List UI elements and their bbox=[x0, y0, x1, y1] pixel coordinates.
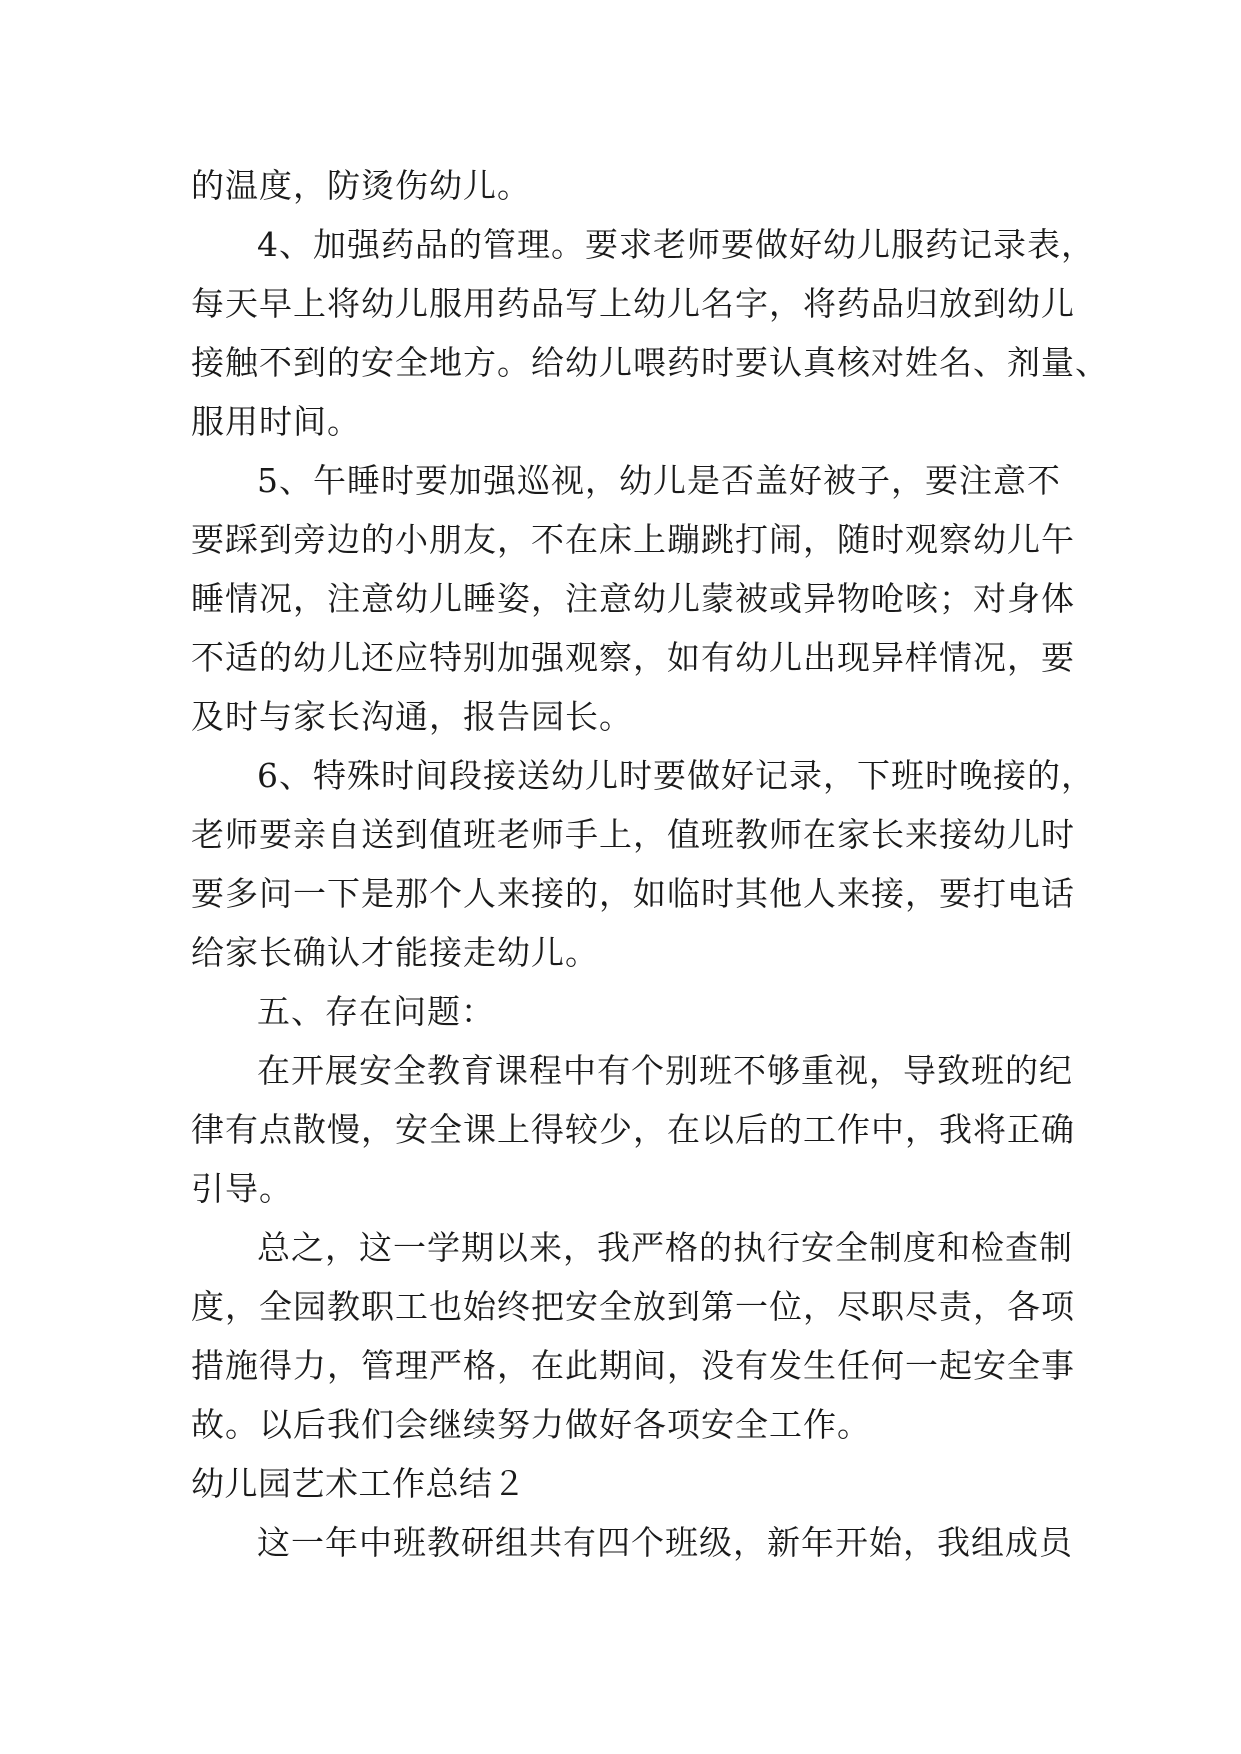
text-line: 4、加强药品的管理。要求老师要做好幼儿服药记录表， bbox=[257, 225, 1095, 264]
text-line: 及时与家长沟通，报告园长。 bbox=[191, 697, 633, 736]
document-title: 幼儿园艺术工作总结２ bbox=[191, 1464, 526, 1503]
text-line: 接触不到的安全地方。给幼儿喂药时要认真核对姓名、剂量、 bbox=[191, 343, 1109, 382]
section-heading: 五、存在问题： bbox=[257, 992, 495, 1031]
text-line: 引导。 bbox=[191, 1169, 293, 1208]
text-line: 要踩到旁边的小朋友，不在床上蹦跳打闹，随时观察幼儿午 bbox=[191, 520, 1075, 559]
text-line: 这一年中班教研组共有四个班级，新年开始，我组成员 bbox=[257, 1523, 1073, 1562]
text-line: 度，全园教职工也始终把安全放到第一位，尽职尽责，各项 bbox=[191, 1287, 1075, 1326]
text-line: 给家长确认才能接走幼儿。 bbox=[191, 933, 599, 972]
text-line: 的温度，防烫伤幼儿。 bbox=[191, 166, 531, 205]
text-line: 不适的幼儿还应特别加强观察，如有幼儿出现异样情况，要 bbox=[191, 638, 1075, 677]
text-line: 服用时间。 bbox=[191, 402, 361, 441]
text-line: 6、特殊时间段接送幼儿时要做好记录，下班时晚接的， bbox=[257, 756, 1095, 795]
text-line: 措施得力，管理严格，在此期间，没有发生任何一起安全事 bbox=[191, 1346, 1075, 1385]
text-line: 律有点散慢，安全课上得较少，在以后的工作中，我将正确 bbox=[191, 1110, 1075, 1149]
text-line: 故。以后我们会继续努力做好各项安全工作。 bbox=[191, 1405, 871, 1444]
text-line: 老师要亲自送到值班老师手上，值班教师在家长来接幼儿时 bbox=[191, 815, 1075, 854]
text-line: 在开展安全教育课程中有个别班不够重视，导致班的纪 bbox=[257, 1051, 1073, 1090]
text-line: 要多问一下是那个人来接的，如临时其他人来接，要打电话 bbox=[191, 874, 1075, 913]
text-line: 5、午睡时要加强巡视，幼儿是否盖好被子，要注意不 bbox=[257, 461, 1061, 500]
text-line: 每天早上将幼儿服用药品写上幼儿名字，将药品归放到幼儿 bbox=[191, 284, 1075, 323]
text-line: 睡情况，注意幼儿睡姿，注意幼儿蒙被或异物呛咳；对身体 bbox=[191, 579, 1075, 618]
text-line: 总之，这一学期以来，我严格的执行安全制度和检查制 bbox=[257, 1228, 1073, 1267]
